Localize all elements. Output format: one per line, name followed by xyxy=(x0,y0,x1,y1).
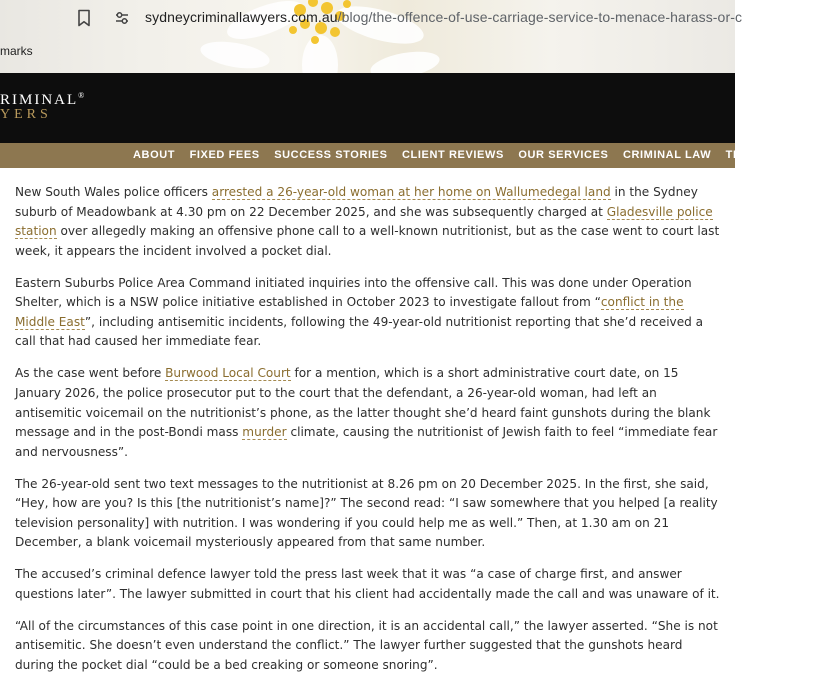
browser-chrome xyxy=(0,0,743,73)
paragraph-text: As the case went before xyxy=(15,366,166,381)
site-header xyxy=(0,73,735,143)
paragraph-text: climate, causing the nutritionist of Jewish faith to feel “immediate fear and nervousness”. xyxy=(15,425,718,459)
nav-item-client-reviews[interactable]: CLIENT REVIEWS xyxy=(401,149,504,161)
logo-line-2[interactable]: YERS xyxy=(0,107,52,122)
article-paragraph-5: The accused’s criminal defence lawyer told the press last week that it was “a case of charge first, and answer questions later”. The lawyer submitted in court that his client had accidentally made the call and was unaware of it. xyxy=(15,567,720,601)
link-burwood-local-court[interactable]: Burwood Local Court xyxy=(165,366,291,381)
tune-icon[interactable] xyxy=(114,10,130,26)
article-body xyxy=(15,183,720,688)
link-gladesville-police-station[interactable]: Gladesville police station xyxy=(15,204,713,239)
nav-item-our-services[interactable]: OUR SERVICES xyxy=(518,149,609,161)
link-arrest-article[interactable]: arrested a 26-year-old woman at her home on Wallumedegal land xyxy=(211,185,611,199)
link-conflict-middle-east[interactable]: conflict in the Middle East xyxy=(15,295,684,329)
nav-item-fixed-fees[interactable]: FIXED FEES xyxy=(189,149,260,161)
article-paragraph-6: “All of the circumstances of this case point in one direction, it is an accidental call,” the lawyer asserted. “She is not antisemitic. She doesn’t even understand the conflict.” The lawyer further suggested that the gunshots heard during the pocket dial “could be a bed creaking or someone snoring”. xyxy=(15,618,718,672)
main-nav xyxy=(0,143,807,168)
url-field[interactable] xyxy=(145,9,742,25)
nav-item-success-stories[interactable]: SUCCESS STORIES xyxy=(274,149,388,161)
article-paragraph-2 xyxy=(15,274,720,352)
url-host: sydneycriminallawyers.com.au xyxy=(145,9,338,25)
paragraph-text: Eastern Suburbs Police Area Command initiated inquiries into the offensive call. This was done under Operation Shelter, which is a NSW police initiative established in October 2023 to investigate fallout from “ xyxy=(15,275,692,310)
link-murder[interactable]: murder xyxy=(242,425,287,440)
logo-text-1: RIMINAL xyxy=(0,92,79,108)
url-path: /blog/the-offence-of-use-carriage-service-to-menace-harass-or-c xyxy=(337,9,743,25)
bookmark-icon[interactable] xyxy=(76,9,92,27)
article-paragraph-4: The 26-year-old sent two text messages to the nutritionist at 8.26 pm on 20 December 2025. In the first, she said, “Hey, how are you? Is this [the nutritionist’s name]?” The second read: “I saw somewhere that you helped [a reality television personality] with nutrition. I was wondering if you could help me as well.” Then, at 1.30 am on 21 December, a blank voicemail mysteriously appeared from that same number. xyxy=(15,476,718,550)
nav-item-traffic-law[interactable]: TRAFFIC LAW xyxy=(725,149,807,161)
paragraph-text: in the Sydney suburb of Meadowbank at 4.30 pm on 22 December 2025, and she was subsequently charged at xyxy=(15,185,698,219)
nav-item-criminal-law[interactable]: CRIMINAL LAW xyxy=(622,149,712,161)
bookmarks-bar-label[interactable]: marks xyxy=(0,44,33,58)
address-bar-row xyxy=(0,0,743,36)
paragraph-text: over allegedly making an offensive phone call to a well-known nutritionist, but as the case went to court last week, it appears the incident involved a pocket dial. xyxy=(15,224,720,258)
paragraph-text: for a mention, which is a short administrative court date, on 15 January 2026, the police prosecutor put to the court that the defendant, a 26-year-old woman, had left an antisemitic voicemail on the nutritionist’s phone, as the latter thought she’d heard faint gunshots during the blank message and in the post-Bondi mass xyxy=(15,366,711,440)
paragraph-text: New South Wales police officers xyxy=(15,185,212,199)
paragraph-text: ”, including antisemitic incidents, following the 49-year-old nutritionist reporting that she’d received a call that had caused her immediate fear. xyxy=(15,314,704,349)
logo-registered-mark: ® xyxy=(78,91,85,100)
nav-item-about[interactable]: ABOUT xyxy=(133,149,176,161)
article-paragraph-3 xyxy=(15,364,720,462)
article-paragraph-1 xyxy=(15,183,720,261)
